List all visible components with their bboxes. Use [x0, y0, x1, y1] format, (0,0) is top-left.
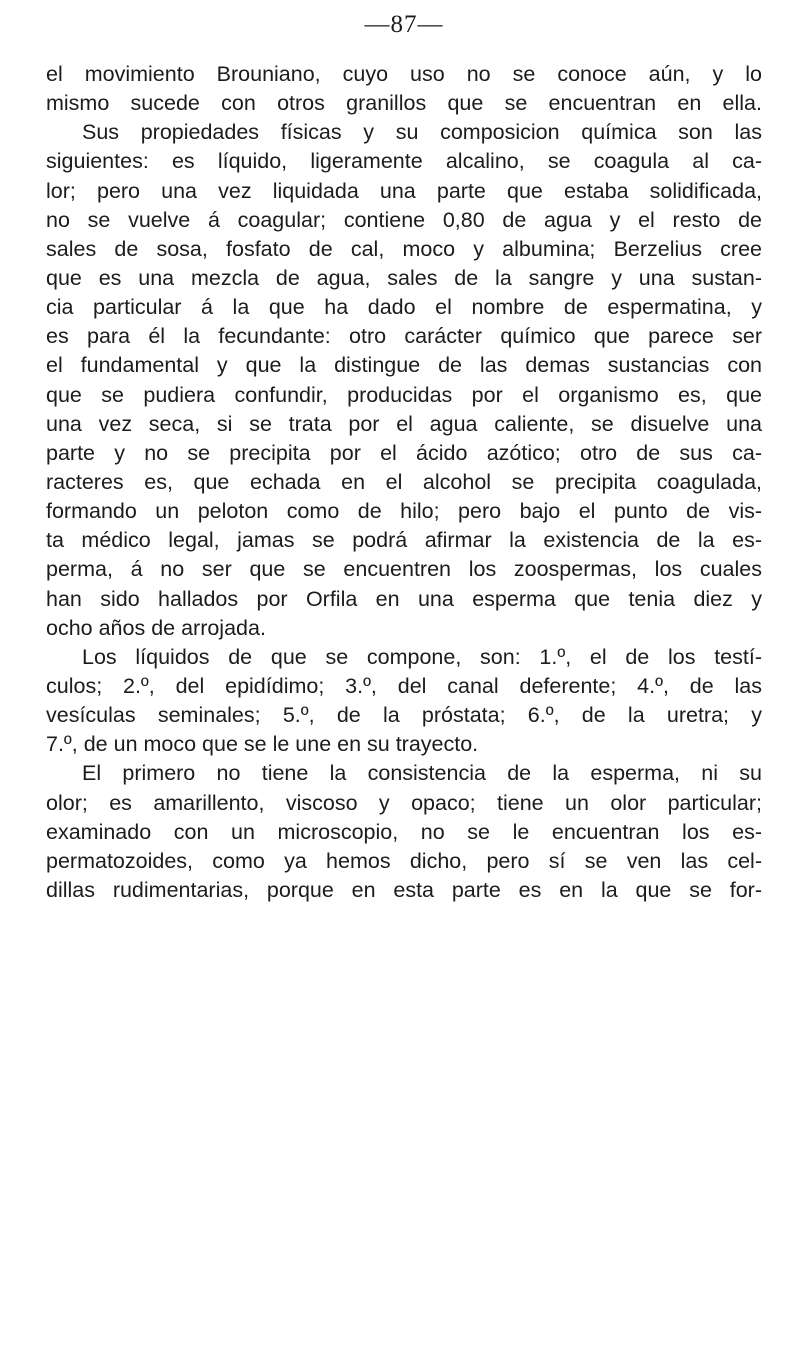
text-line: racteres es, que echada en el alcohol se precipita coagulada,: [46, 469, 762, 494]
text-line: Sus propiedades físicas y su composicion química son las: [82, 120, 762, 145]
text-line: ta médico legal, jamas se podrá afirmar la existencia de la es-: [46, 528, 762, 553]
text-line: permatozoides, como ya hemos dicho, pero sí se ven las cel-: [46, 848, 762, 873]
page-number: —87—: [364, 11, 444, 38]
text-line: perma, á no ser que se encuentren los zoospermas, los cuales: [46, 557, 762, 582]
text-line: que es una mezcla de agua, sales de la sangre y una sustan-: [46, 265, 762, 290]
text-line: que se pudiera confundir, producidas por el organismo es, que: [46, 382, 762, 407]
text-line: examinado con un microscopio, no se le encuentran los es-: [46, 819, 762, 844]
text-line: cia particular á la que ha dado el nombre de espermatina, y: [46, 295, 762, 320]
text-line: dillas rudimentarias, porque en esta parte es en la que se for-: [46, 877, 762, 902]
text-line: Los líquidos de que se compone, son: 1.º, el de los testí-: [82, 644, 762, 669]
text-line: olor; es amarillento, viscoso y opaco; tiene un olor particular;: [46, 790, 762, 815]
text-line: sales de sosa, fosfato de cal, moco y albumina; Berzelius cree: [46, 236, 762, 261]
text-line: El primero no tiene la consistencia de la esperma, ni su: [82, 761, 762, 786]
text-line: lor; pero una vez liquidada una parte que estaba solidificada,: [46, 178, 762, 203]
text-line: vesículas seminales; 5.º, de la próstata; 6.º, de la uretra; y: [46, 703, 762, 728]
text-line: una vez seca, si se trata por el agua caliente, se disuelve una: [46, 411, 762, 436]
body-text: [46, 60, 762, 905]
text-line: formando un peloton como de hilo; pero bajo el punto de vis-: [46, 499, 762, 524]
text-line: han sido hallados por Orfila en una esperma que tenia diez y: [46, 586, 762, 611]
text-line: mismo sucede con otros granillos que se encuentran en ella.: [46, 91, 762, 116]
text-line: ocho años de arrojada.: [46, 615, 266, 640]
text-line: 7.º, de un moco que se le une en su trayecto.: [46, 732, 479, 757]
text-line: culos; 2.º, del epidídimo; 3.º, del canal deferente; 4.º, de las: [46, 673, 762, 698]
text-line: el fundamental y que la distingue de las demas sustancias con: [46, 353, 762, 378]
text-line: el movimiento Brouniano, cuyo uso no se conoce aún, y lo: [46, 62, 762, 86]
text-line: parte y no se precipita por el ácido azótico; otro de sus ca-: [46, 440, 762, 465]
text-line: no se vuelve á coagular; contiene 0,80 de agua y el resto de: [46, 207, 762, 232]
text-line: es para él la fecundante: otro carácter químico que parece ser: [46, 324, 762, 349]
text-line: siguientes: es líquido, ligeramente alcalino, se coagula al ca-: [46, 149, 762, 174]
